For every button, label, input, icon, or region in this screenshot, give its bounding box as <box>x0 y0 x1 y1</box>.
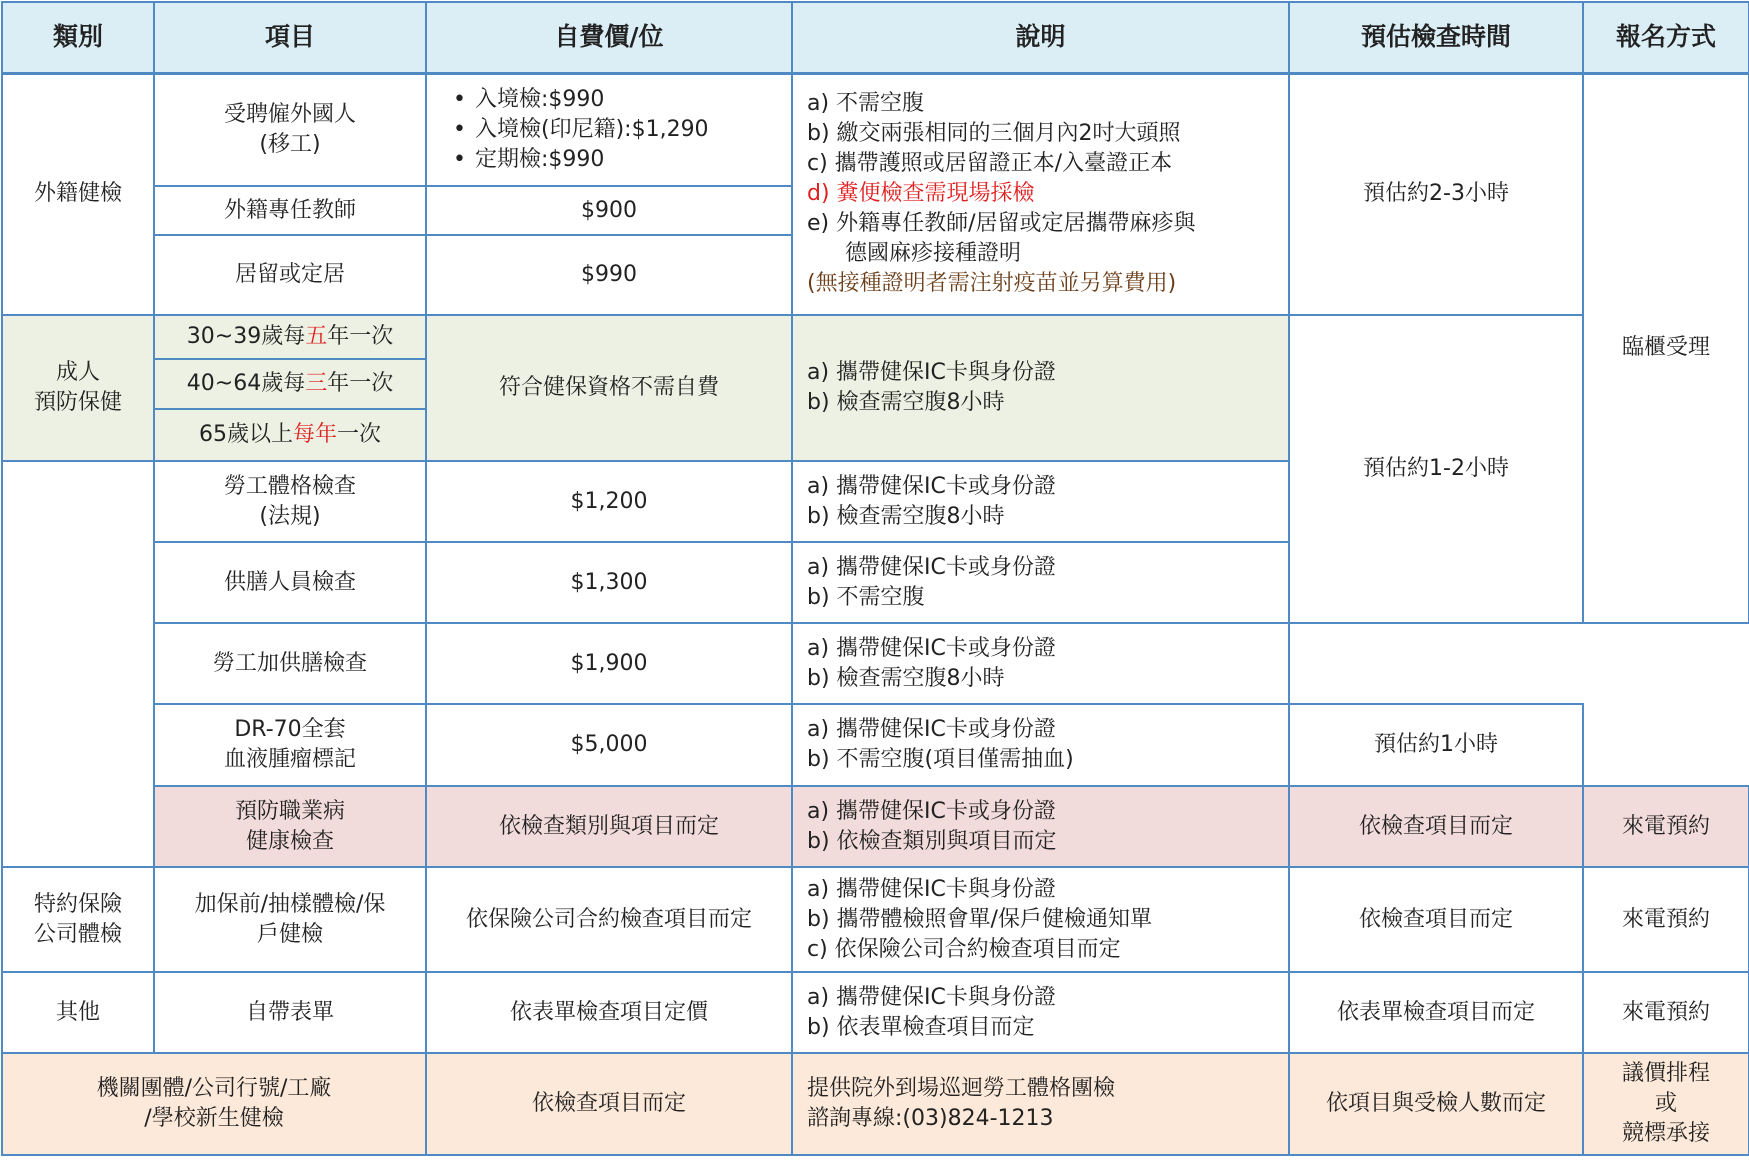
desc-line: a) 攜帶健保IC卡或身份證 <box>807 798 1056 824</box>
desc-line: a) 攜帶健保IC卡或身份證 <box>807 717 1056 742</box>
price-entry: • 入境檢:$990 <box>453 85 785 115</box>
header-signup-method: 報名方式 <box>1583 2 1749 73</box>
category-labor-empty <box>2 461 154 867</box>
item-own-form: 自帶表單 <box>154 972 426 1053</box>
item-line: 戶健檢 <box>256 921 323 947</box>
category-line: 公司體檢 <box>33 921 122 947</box>
category-other: 其他 <box>2 972 154 1053</box>
desc-line: 提供院外到場巡迴勞工體格團檢 <box>807 1076 1116 1101</box>
table-row <box>2 623 1749 704</box>
desc-line: b) 檢查需空腹8小時 <box>807 390 1005 415</box>
item-age-65-plus <box>154 409 426 461</box>
item-line: 預防職業病 <box>234 798 345 824</box>
category-insurance <box>2 867 154 972</box>
table-row <box>2 73 1749 186</box>
item-line: (法規) <box>259 503 321 529</box>
item-dr70 <box>154 704 426 786</box>
item-highlight: 五 <box>305 324 328 349</box>
header-estimated-time: 預估檢查時間 <box>1289 2 1583 73</box>
price-foreign-teacher: $900 <box>426 186 792 235</box>
item-line: 血液腫瘤標記 <box>223 747 356 772</box>
desc-foreign <box>792 73 1289 315</box>
desc-labor-food <box>792 623 1289 704</box>
price-labor-exam: $1,200 <box>426 461 792 542</box>
price-own-form: 依表單檢查項目定價 <box>426 972 792 1053</box>
desc-line: c) 依保險公司合約檢查項目而定 <box>807 936 1121 962</box>
desc-group <box>792 1053 1289 1155</box>
price-adult: 符合健保資格不需自費 <box>426 315 792 461</box>
signup-walkin: 臨櫃受理 <box>1583 73 1749 623</box>
time-foreign: 預估約2-3小時 <box>1289 73 1583 315</box>
price-insurance: 依保險公司合約檢查項目而定 <box>426 867 792 972</box>
item-text: 30~39歲每 <box>186 324 306 349</box>
desc-line: b) 攜帶體檢照會單/保戶健檢通知單 <box>807 906 1152 932</box>
item-insurance <box>154 867 426 972</box>
header-description: 說明 <box>792 2 1289 73</box>
signup-group <box>1583 1053 1749 1155</box>
category-group <box>2 1053 426 1155</box>
price-entry-indonesia: • 入境檢(印尼籍):$1,290 <box>453 115 785 145</box>
item-highlight: 三 <box>305 371 328 396</box>
item-age-40-64 <box>154 359 426 409</box>
item-text: 年一次 <box>327 371 394 396</box>
desc-line: b) 檢查需空腹8小時 <box>807 665 1005 691</box>
item-occupational <box>154 786 426 867</box>
item-labor-food: 勞工加供膳檢查 <box>154 623 426 704</box>
item-text: 65歲以上 <box>198 422 293 447</box>
price-migrant-worker <box>426 73 792 186</box>
table-row <box>2 867 1749 972</box>
category-line: 特約保險 <box>33 891 122 917</box>
table-row <box>2 704 1749 786</box>
desc-line: b) 繳交兩張相同的三個月內2吋大頭照 <box>807 121 1181 147</box>
item-foreign-teacher: 外籍專任教師 <box>154 186 426 235</box>
desc-line: b) 依檢查類別與項目而定 <box>807 828 1057 854</box>
item-line: 健康檢查 <box>245 828 334 854</box>
desc-line: 諮詢專線:(03)824-1213 <box>807 1106 1054 1131</box>
desc-line: a) 攜帶健保IC卡與身份證 <box>807 876 1056 902</box>
price-resident: $990 <box>426 235 792 315</box>
time-1-2-hours: 預估約1-2小時 <box>1289 315 1583 623</box>
item-labor-exam <box>154 461 426 542</box>
time-group: 依項目與受檢人數而定 <box>1289 1053 1583 1155</box>
category-line: /學校新生健檢 <box>144 1106 284 1131</box>
desc-line: b) 不需空腹(項目僅需抽血) <box>807 747 1074 772</box>
price-labor-food: $1,900 <box>426 623 792 704</box>
category-adult-preventive <box>2 315 154 461</box>
signup-occupational: 來電預約 <box>1583 786 1749 867</box>
desc-remark: (無接種證明者需注射疫苗並另算費用) <box>807 271 1177 297</box>
desc-line: a) 攜帶健保IC卡與身份證 <box>807 984 1056 1010</box>
price-food-handler: $1,300 <box>426 542 792 623</box>
time-dr70: 預估約1小時 <box>1289 704 1583 786</box>
desc-line: b) 不需空腹 <box>807 584 925 610</box>
desc-line: b) 檢查需空腹8小時 <box>807 503 1005 529</box>
time-insurance: 依檢查項目而定 <box>1289 867 1583 972</box>
desc-line: a) 攜帶健保IC卡或身份證 <box>807 554 1056 580</box>
desc-line: b) 依表單檢查項目而定 <box>807 1014 1035 1040</box>
item-text: 40~64歲每 <box>186 371 306 396</box>
header-item: 項目 <box>154 2 426 73</box>
signup-line: 議價排程 <box>1621 1061 1710 1086</box>
price-occupational: 依檢查類別與項目而定 <box>426 786 792 867</box>
desc-line-highlight: d) 糞便檢查需現場採檢 <box>807 181 1035 207</box>
category-line: 預防保健 <box>33 390 122 415</box>
desc-adult <box>792 315 1289 461</box>
table-row <box>2 786 1749 867</box>
desc-own-form <box>792 972 1289 1053</box>
time-own-form: 依表單檢查項目而定 <box>1289 972 1583 1053</box>
item-text: 一次 <box>337 422 382 447</box>
desc-line: a) 不需空腹 <box>807 91 925 117</box>
desc-insurance <box>792 867 1289 972</box>
price-periodic: • 定期檢:$990 <box>453 145 785 175</box>
item-line: DR-70全套 <box>234 717 346 742</box>
item-resident: 居留或定居 <box>154 235 426 315</box>
time-occupational: 依檢查項目而定 <box>1289 786 1583 867</box>
desc-line: a) 攜帶健保IC卡與身份證 <box>807 360 1056 385</box>
health-check-price-table <box>1 1 1749 1156</box>
price-dr70: $5,000 <box>426 704 792 786</box>
category-foreign: 外籍健檢 <box>2 73 154 315</box>
table-row <box>2 315 1749 359</box>
desc-occupational <box>792 786 1289 867</box>
header-category: 類別 <box>2 2 154 73</box>
category-line: 機關團體/公司行號/工廠 <box>96 1076 332 1101</box>
item-line: (移工) <box>259 131 321 157</box>
item-migrant-worker <box>154 73 426 186</box>
item-highlight: 每年 <box>292 422 337 447</box>
desc-food-handler <box>792 542 1289 623</box>
table-row <box>2 1053 1749 1155</box>
desc-line: a) 攜帶健保IC卡或身份證 <box>807 473 1056 499</box>
signup-line: 競標承接 <box>1621 1121 1710 1146</box>
item-line: 勞工體格檢查 <box>223 473 356 499</box>
desc-line: e) 外籍專任教師/居留或定居攜帶麻疹與 <box>807 211 1196 237</box>
item-text: 年一次 <box>327 324 394 349</box>
desc-labor-exam <box>792 461 1289 542</box>
header-row <box>2 2 1749 73</box>
desc-line: 德國麻疹接種證明 <box>845 241 1022 267</box>
item-line: 受聘僱外國人 <box>223 101 356 127</box>
item-food-handler: 供膳人員檢查 <box>154 542 426 623</box>
signup-line: 或 <box>1654 1091 1677 1116</box>
category-line: 成人 <box>55 360 100 385</box>
desc-line: c) 攜帶護照或居留證正本/入臺證正本 <box>807 151 1173 177</box>
table-row <box>2 972 1749 1053</box>
price-group: 依檢查項目而定 <box>426 1053 792 1155</box>
desc-dr70 <box>792 704 1289 786</box>
desc-line: a) 攜帶健保IC卡或身份證 <box>807 635 1056 661</box>
signup-insurance: 來電預約 <box>1583 867 1749 972</box>
item-age-30-39 <box>154 315 426 359</box>
header-price: 自費價/位 <box>426 2 792 73</box>
item-line: 加保前/抽樣體檢/保 <box>194 891 386 917</box>
signup-own-form: 來電預約 <box>1583 972 1749 1053</box>
